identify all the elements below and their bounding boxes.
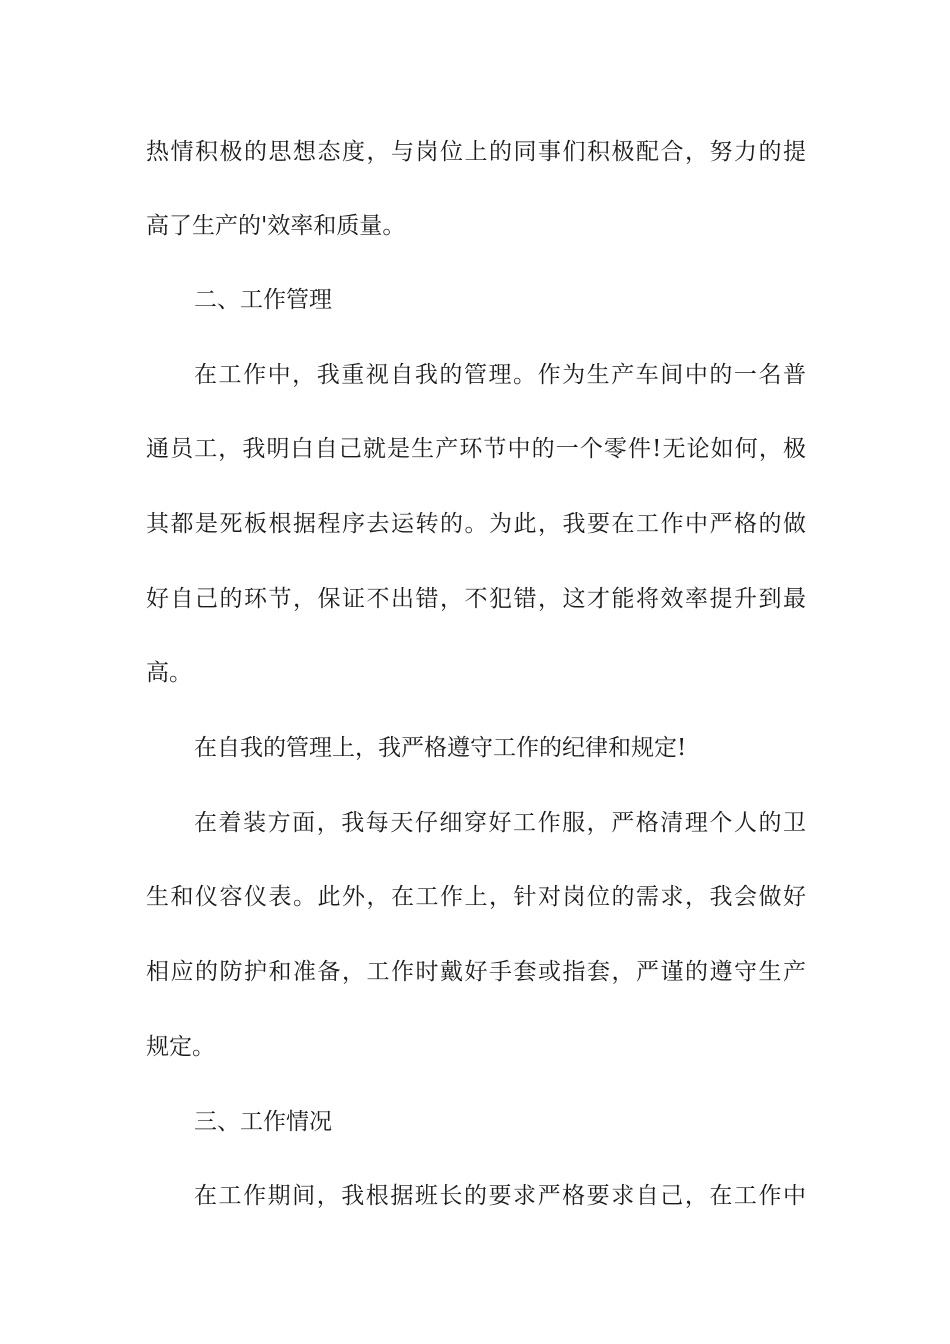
body-text-line: 通员工，我明白自己就是生产环节中的一个零件!无论如何，极 [146,436,806,462]
body-text-line: 高了生产的'效率和质量。 [146,213,406,239]
body-text-line: 规定。 [146,1034,215,1060]
body-text-line: 在工作期间，我根据班长的要求严格要求自己，在工作中 [194,1183,806,1209]
body-text-line: 好自己的环节，保证不出错，不犯错，这才能将效率提升到最 [146,586,806,612]
body-text-line: 高。 [146,660,192,686]
body-text-line: 生和仪容仪表。此外，在工作上，针对岗位的需求，我会做好 [146,884,806,910]
body-text-line: 在工作中，我重视自我的管理。作为生产车间中的一名普 [194,362,806,388]
body-text-line: 其都是死板根据程序去运转的。为此，我要在工作中严格的做 [146,511,806,537]
body-text-line: 在着装方面，我每天仔细穿好工作服，严格清理个人的卫 [194,810,806,836]
body-text-line: 热情积极的思想态度，与岗位上的同事们积极配合，努力的提 [146,139,806,165]
section-heading: 三、工作情况 [194,1109,332,1135]
body-text-line: 在自我的管理上，我严格遵守工作的纪律和规定! [194,735,687,761]
section-heading: 二、工作管理 [194,287,332,313]
body-text-line: 相应的防护和准备，工作时戴好手套或指套，严谨的遵守生产 [146,959,806,985]
